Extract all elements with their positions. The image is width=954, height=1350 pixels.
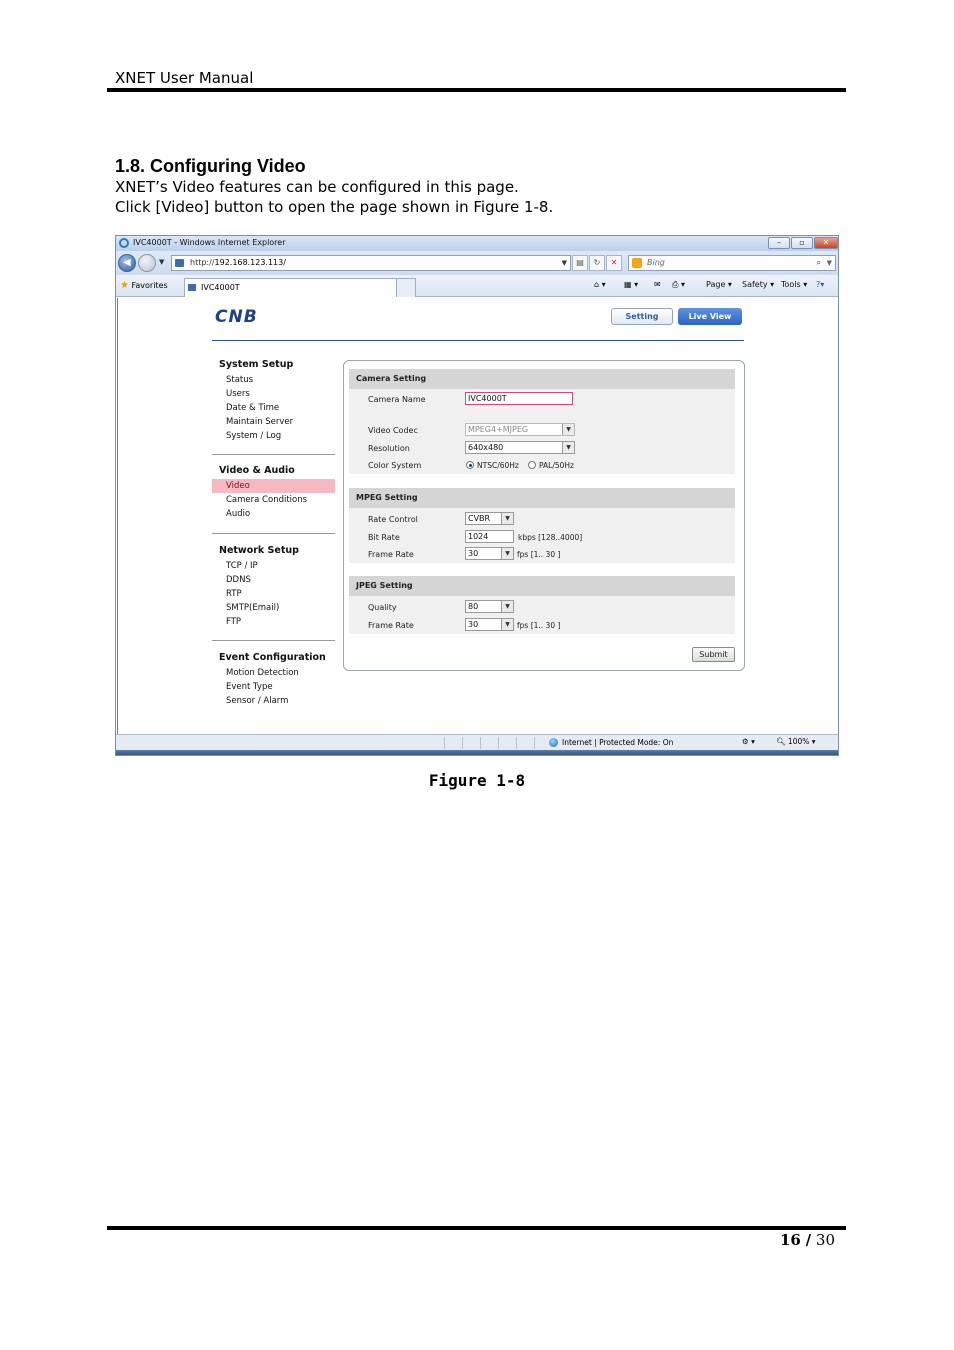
stop-icon[interactable]: ✕ — [606, 255, 622, 271]
resolution-select[interactable] — [465, 441, 575, 454]
jpeg-frame-rate-label: Frame Rate — [368, 621, 414, 630]
ntsc-radio[interactable] — [466, 461, 474, 469]
camera-setting-header: Camera Setting — [349, 369, 735, 389]
resolution-value: 640x480 — [468, 443, 504, 452]
globe-icon — [549, 738, 558, 747]
cnb-logo: CNB — [215, 307, 258, 327]
address-bar-row — [116, 251, 838, 275]
menu-item-motion-detection[interactable]: Motion Detection — [226, 668, 299, 678]
resolution-label: Resolution — [368, 444, 410, 453]
history-dropdown-icon[interactable]: ▼ — [159, 258, 165, 266]
zoom-level: 100% — [787, 737, 810, 746]
menu-divider — [212, 533, 335, 534]
bit-rate-input[interactable]: 1024 — [465, 530, 514, 543]
ntsc-label: NTSC/60Hz — [477, 461, 519, 470]
pal-radio[interactable] — [528, 461, 536, 469]
star-icon: ★ — [120, 280, 129, 291]
home-icon[interactable]: ⌂ ▾ — [594, 280, 606, 289]
url-prefix: http:// — [190, 258, 215, 267]
status-bar — [116, 734, 838, 750]
menu-network-setup — [212, 545, 335, 629]
menu-item-video[interactable]: Video — [212, 479, 335, 493]
jpeg-frame-rate-value: 30 — [468, 620, 479, 629]
pal-label: PAL/50Hz — [539, 461, 574, 470]
menu-item-users[interactable]: Users — [226, 389, 250, 399]
menu-item-camera-conditions[interactable]: Camera Conditions — [226, 495, 308, 505]
bing-icon — [632, 258, 642, 268]
page-number — [780, 1231, 835, 1249]
menu-item-audio[interactable]: Audio — [226, 509, 251, 519]
url-input[interactable] — [171, 255, 571, 271]
tools-menu[interactable]: Tools ▾ — [781, 280, 808, 289]
bit-rate-label: Bit Rate — [368, 533, 400, 542]
menu-item-maintain-server[interactable]: Maintain Server — [226, 417, 294, 427]
tab-title: IVC4000T — [201, 283, 240, 292]
jpeg-frame-rate-select[interactable] — [465, 618, 514, 631]
new-tab-button[interactable] — [396, 278, 416, 297]
chevron-down-icon: ▼ — [501, 513, 513, 524]
rate-control-select[interactable] — [465, 512, 514, 525]
quality-select[interactable] — [465, 600, 514, 613]
setting-button[interactable]: Setting — [611, 308, 673, 325]
menu-item-system-log[interactable]: System / Log — [226, 431, 282, 441]
quality-value: 80 — [468, 602, 479, 611]
status-divider — [498, 737, 499, 749]
chevron-down-icon: ▼ — [562, 442, 574, 453]
page-current: 16 — [780, 1231, 801, 1249]
browser-tab[interactable] — [184, 278, 397, 297]
section-title: 1.8. Configuring Video — [115, 156, 306, 176]
mpeg-setting-body — [349, 508, 735, 563]
jpeg-setting-header: JPEG Setting — [349, 576, 735, 596]
figure-caption: Figure 1-8 — [428, 771, 526, 790]
status-divider — [480, 737, 481, 749]
close-button[interactable]: ✕ — [814, 237, 838, 249]
mail-icon[interactable]: ✉ — [654, 280, 661, 289]
header-divider — [212, 340, 744, 341]
help-icon[interactable]: ?▾ — [816, 280, 825, 289]
camera-name-input[interactable]: IVC4000T — [465, 392, 573, 405]
menu-system-setup — [212, 359, 335, 443]
favorites-label: Favorites — [131, 281, 168, 290]
ie-logo-icon — [119, 238, 129, 248]
web-content — [117, 298, 837, 734]
status-divider — [534, 737, 535, 749]
menu-item-status[interactable]: Status — [226, 375, 254, 385]
back-arrow-icon: ◀ — [123, 257, 131, 268]
menu-heading-network: Network Setup — [219, 545, 299, 556]
color-system-group — [465, 460, 625, 471]
favorites-button[interactable] — [120, 280, 168, 291]
menu-item-smtp[interactable]: SMTP(Email) — [226, 603, 280, 613]
mpeg-frame-rate-hint: fps [1.. 30 ] — [517, 550, 561, 559]
camera-name-label: Camera Name — [368, 395, 426, 404]
tab-page-icon — [188, 284, 196, 291]
menu-item-date-time[interactable]: Date & Time — [226, 403, 280, 413]
favorites-bar — [116, 275, 838, 297]
menu-item-rtp[interactable]: RTP — [226, 589, 242, 599]
menu-item-sensor-alarm[interactable]: Sensor / Alarm — [226, 696, 289, 706]
print-icon[interactable]: ⎙ ▾ — [672, 280, 685, 289]
menu-item-ftp[interactable]: FTP — [226, 617, 242, 627]
video-codec-select[interactable] — [465, 423, 575, 436]
paragraph-1: XNET’s Video features can be configured in this page. — [115, 178, 519, 196]
menu-heading-video-audio: Video & Audio — [219, 465, 295, 476]
status-divider — [516, 737, 517, 749]
refresh-icon[interactable]: ↻ — [589, 255, 605, 271]
video-codec-value: MPEG4+MJPEG — [468, 425, 529, 434]
taskbar — [116, 750, 838, 756]
menu-video-audio — [212, 465, 335, 521]
rate-control-label: Rate Control — [368, 515, 418, 524]
header-rule — [107, 88, 846, 92]
menu-item-ddns[interactable]: DDNS — [226, 575, 251, 585]
page-total: 30 — [815, 1231, 836, 1249]
mpeg-frame-rate-value: 30 — [468, 549, 479, 558]
live-view-button[interactable]: Live View — [678, 308, 742, 325]
figure-screenshot — [115, 235, 839, 756]
status-divider — [462, 737, 463, 749]
url-host: 192.168.123.113/ — [214, 258, 286, 267]
chevron-down-icon: ▼ — [562, 424, 574, 435]
url-dropdown-icon[interactable]: ▼ — [561, 259, 567, 267]
menu-heading-system: System Setup — [219, 359, 294, 370]
security-zone[interactable]: Internet | Protected Mode: On — [562, 738, 674, 747]
status-divider — [444, 737, 445, 749]
search-icon[interactable]: ⌕ — [816, 258, 821, 267]
menu-heading-event: Event Configuration — [219, 652, 326, 663]
zoom-control[interactable]: 🔍︎ 100% ▾ — [776, 737, 816, 746]
search-input[interactable] — [628, 255, 836, 271]
page-icon — [175, 259, 184, 267]
chevron-down-icon: ▼ — [501, 619, 513, 630]
chevron-down-icon: ▼ — [501, 548, 513, 559]
mpeg-frame-rate-select[interactable] — [465, 547, 514, 560]
search-placeholder: Bing — [647, 258, 665, 267]
quality-label: Quality — [368, 603, 397, 612]
search-dropdown-icon[interactable]: ▼ — [826, 259, 832, 267]
window-title: IVC4000T - Windows Internet Explorer — [133, 238, 286, 247]
page-menu[interactable]: Page ▾ — [706, 280, 732, 289]
header-title: XNET User Manual — [115, 69, 254, 87]
back-button[interactable] — [118, 254, 136, 272]
jpeg-frame-rate-hint: fps [1.. 30 ] — [517, 621, 561, 630]
video-codec-label: Video Codec — [368, 426, 418, 435]
protected-mode-icon[interactable]: ⚙ ▾ — [742, 737, 755, 746]
menu-divider — [212, 640, 335, 641]
safety-menu[interactable]: Safety ▾ — [742, 280, 775, 289]
zoom-icon: 🔍︎ — [776, 737, 786, 746]
rate-control-value: CVBR — [468, 514, 491, 523]
page-separator: / — [805, 1231, 812, 1249]
forward-button[interactable] — [138, 254, 156, 272]
submit-button[interactable]: Submit — [692, 647, 735, 662]
video-settings-panel — [343, 360, 745, 671]
minimize-button[interactable]: – — [768, 237, 790, 249]
compat-view-icon[interactable]: ▤ — [572, 255, 588, 271]
bit-rate-hint: kbps [128..4000] — [518, 533, 583, 542]
menu-divider — [212, 454, 335, 455]
menu-event-config — [212, 652, 335, 708]
footer-rule — [107, 1226, 846, 1230]
maximize-button[interactable]: ▫ — [791, 237, 813, 249]
chevron-down-icon: ▼ — [501, 601, 513, 612]
color-system-label: Color System — [368, 461, 422, 470]
jpeg-setting-body — [349, 596, 735, 634]
menu-item-tcp-ip[interactable]: TCP / IP — [226, 561, 258, 571]
mpeg-setting-header: MPEG Setting — [349, 488, 735, 508]
camera-setting-body — [349, 389, 735, 474]
menu-item-event-type[interactable]: Event Type — [226, 682, 273, 692]
paragraph-2: Click [Video] button to open the page shown in Figure 1-8. — [115, 198, 554, 216]
feeds-icon[interactable]: ▦ ▾ — [624, 280, 639, 289]
mpeg-frame-rate-label: Frame Rate — [368, 550, 414, 559]
window-titlebar — [116, 236, 838, 251]
